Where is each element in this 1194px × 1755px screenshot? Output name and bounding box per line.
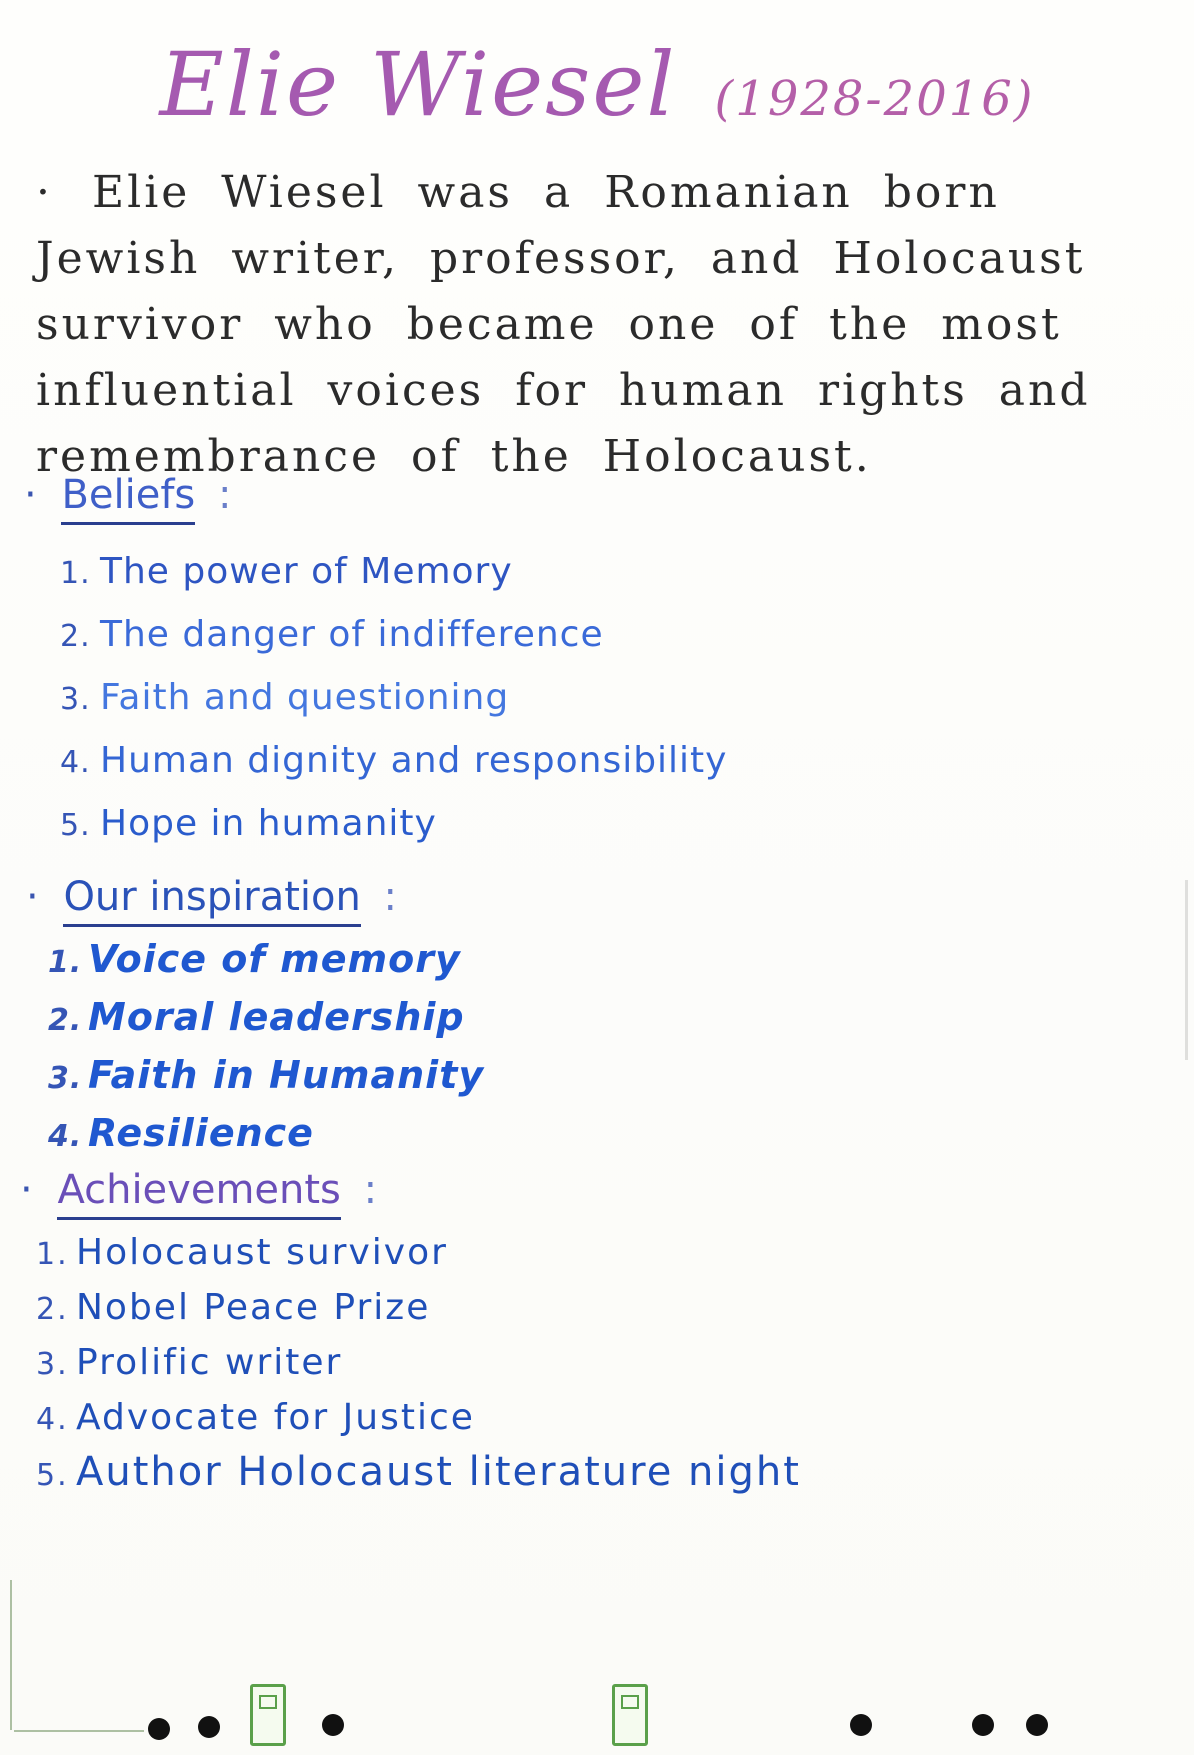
item-number: 4. — [60, 745, 91, 780]
item-text: Holocaust survivor — [76, 1232, 448, 1273]
tape-sticker-icon — [250, 1684, 286, 1746]
title-name: Elie Wiesel — [159, 33, 677, 136]
list-item — [60, 666, 727, 729]
item-number: 4. — [36, 1402, 69, 1437]
item-number: 5. — [36, 1458, 69, 1493]
section-heading-label: Our inspiration — [63, 874, 360, 927]
margin-mark — [14, 1730, 144, 1732]
section-heading-beliefs — [24, 470, 231, 520]
item-number: 1. — [48, 945, 83, 980]
item-number: 3. — [60, 682, 91, 717]
item-text: Voice of memory — [88, 937, 461, 981]
binder-hole-icon — [972, 1714, 994, 1736]
section-heading-label: Beliefs — [61, 472, 195, 525]
item-text: Faith and questioning — [100, 677, 510, 718]
item-text: Hope in humanity — [100, 803, 437, 844]
heading-colon: : — [383, 874, 398, 920]
list-item — [60, 540, 727, 603]
item-text: Faith in Humanity — [88, 1053, 485, 1097]
item-number: 1. — [36, 1237, 69, 1272]
list-item — [60, 603, 727, 666]
bullet-dot: · — [26, 874, 39, 920]
item-text: Prolific writer — [76, 1342, 343, 1383]
list-item — [48, 1046, 484, 1104]
inspiration-list — [48, 930, 484, 1162]
item-number: 3. — [48, 1061, 83, 1096]
list-item — [36, 1335, 801, 1390]
item-number: 2. — [60, 619, 91, 654]
item-text: Human dignity and responsibility — [100, 740, 728, 781]
item-text: Advocate for Justice — [76, 1397, 475, 1438]
list-item — [36, 1280, 801, 1335]
section-heading-label: Achievements — [57, 1167, 340, 1220]
section-heading-achievements — [20, 1165, 377, 1215]
item-text: Moral leadership — [88, 995, 465, 1039]
item-text: Nobel Peace Prize — [76, 1287, 431, 1328]
achievements-list — [36, 1225, 801, 1500]
item-number: 2. — [48, 1003, 83, 1038]
list-item — [48, 1104, 484, 1162]
item-number: 3. — [36, 1347, 69, 1382]
intro-text: Elie Wiesel was a Romanian born Jewish writer, professor, and Holocaust survivor who became one of the most influential voices for human rights and remembrance of the Holocaust. — [36, 167, 1091, 482]
list-item — [48, 988, 484, 1046]
bullet-dot: · — [24, 472, 37, 518]
list-item — [60, 792, 727, 855]
tape-sticker-icon — [612, 1684, 648, 1746]
item-number: 2. — [36, 1292, 69, 1327]
binder-hole-icon — [148, 1718, 170, 1740]
bullet-dot: · — [20, 1167, 33, 1213]
margin-mark — [10, 1580, 12, 1730]
list-item — [36, 1445, 801, 1500]
list-item — [60, 729, 727, 792]
list-item — [36, 1225, 801, 1280]
heading-colon: : — [217, 472, 232, 518]
heading-colon: : — [363, 1167, 378, 1213]
item-number: 5. — [60, 808, 91, 843]
page-title — [0, 30, 1194, 154]
list-item — [48, 930, 484, 988]
binder-hole-icon — [1026, 1714, 1048, 1736]
binder-hole-icon — [198, 1716, 220, 1738]
list-item — [36, 1390, 801, 1445]
binder-hole-icon — [322, 1714, 344, 1736]
item-text: The power of Memory — [100, 551, 513, 592]
binder-hole-icon — [850, 1714, 872, 1736]
paper-edge-shadow — [1185, 880, 1188, 1060]
beliefs-list — [60, 540, 727, 855]
item-number: 1. — [60, 556, 91, 591]
intro-paragraph — [36, 160, 1146, 490]
item-text: The danger of indifference — [100, 614, 604, 655]
section-heading-inspiration — [26, 872, 397, 922]
intro-bullet: · — [36, 167, 53, 218]
item-number: 4. — [48, 1119, 83, 1154]
item-text: Resilience — [88, 1111, 314, 1155]
title-years: (1928-2016) — [714, 71, 1035, 127]
item-text: Author Holocaust literature night — [76, 1449, 801, 1495]
